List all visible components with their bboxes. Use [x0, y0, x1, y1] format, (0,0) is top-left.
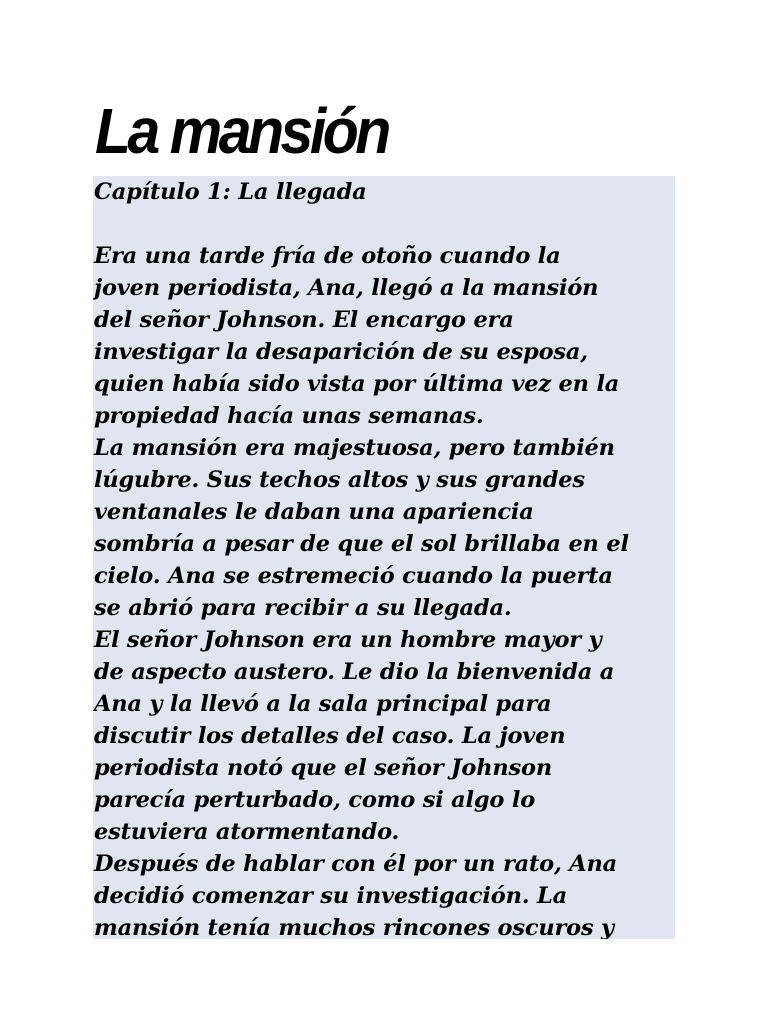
body-line: decidió comenzar su investigación. La	[94, 883, 567, 909]
body-line: parecía perturbado, como si algo lo	[94, 787, 536, 813]
blank-line	[94, 208, 675, 240]
body-line: sombría a pesar de que el sol brillaba en el	[94, 531, 629, 557]
body-line: Ana y la llevó a la sala principal para	[94, 691, 552, 717]
body-line: estuviera atormentando.	[94, 819, 400, 845]
body-line: El señor Johnson era un hombre mayor y	[94, 627, 602, 653]
body-line: quien había sido vista por última vez en la	[94, 371, 620, 397]
body-line: propiedad hacía unas semanas.	[94, 403, 484, 429]
body-line: discutir los detalles del caso. La joven	[94, 723, 566, 749]
body-line: cielo. Ana se estremeció cuando la puerta	[94, 563, 613, 589]
body-line: se abrió para recibir a su llegada.	[94, 595, 512, 621]
body-line: de aspecto austero. Le dio la bienvenida a	[94, 659, 615, 685]
body-line: investigar la desaparición de su esposa,	[94, 339, 588, 365]
chapter-body	[93, 176, 675, 939]
body-line: lúgubre. Sus techos altos y sus grandes	[94, 467, 585, 493]
body-line: Después de hablar con él por un rato, Ana	[94, 851, 618, 877]
chapter-heading: Capítulo 1: La llegada	[94, 179, 367, 205]
body-line: ventanales le daban una apariencia	[94, 499, 534, 525]
body-line: joven periodista, Ana, llegó a la mansión	[94, 275, 599, 301]
body-line: mansión tenía muchos rincones oscuros y	[94, 915, 614, 939]
body-line: La mansión era majestuosa, pero también	[94, 435, 615, 461]
body-line: Era una tarde fría de otoño cuando la	[94, 243, 561, 269]
body-line: del señor Johnson. El encargo era	[94, 307, 514, 333]
body-line: periodista notó que el señor Johnson	[94, 755, 552, 781]
document-title: La mansión	[95, 95, 388, 168]
text-block	[93, 176, 675, 939]
